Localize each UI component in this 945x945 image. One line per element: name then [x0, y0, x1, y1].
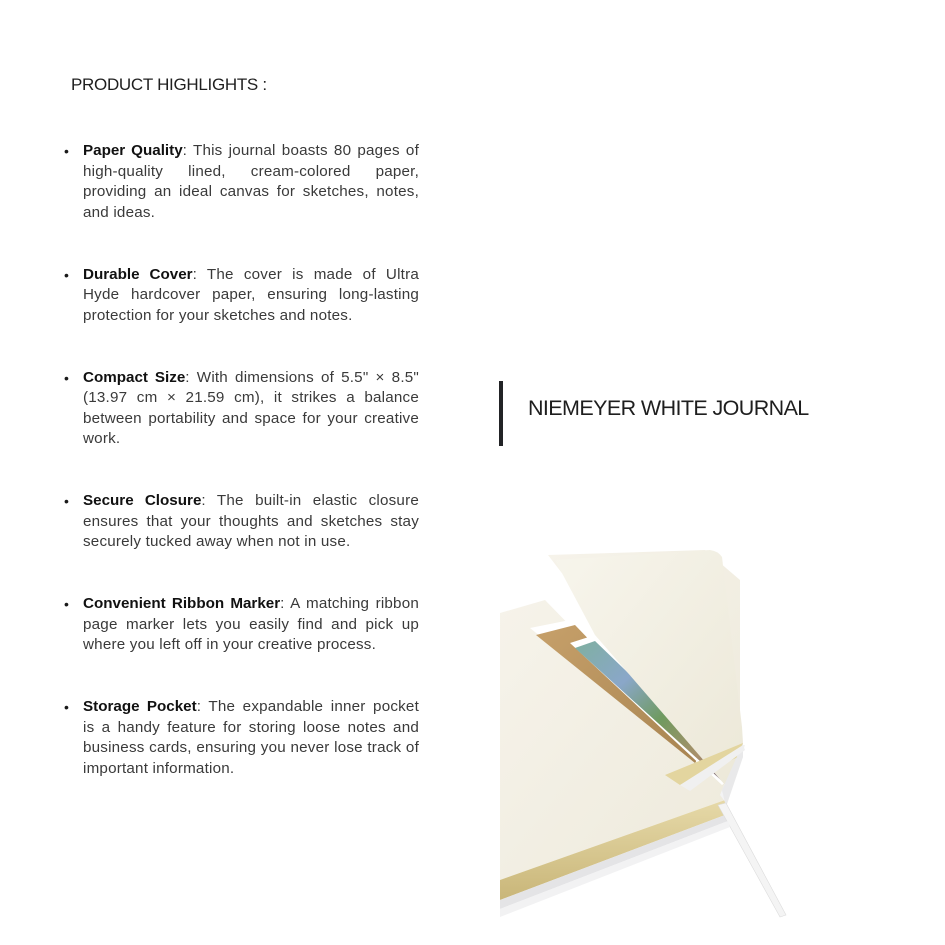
highlight-title: Convenient Ribbon Marker [83, 595, 281, 613]
product-title-block [499, 381, 809, 446]
highlight-text: : This journal boasts 80 pages of high-quality lined, cream-colored paper, providing an ideal canvas for sketches, notes, and ideas. [83, 142, 419, 221]
highlights-list [62, 141, 419, 821]
highlight-text: : The expandable inner pocket is a handy feature for storing loose notes and business cards, ensuring you never lose track of important information. [83, 698, 419, 777]
highlight-title: Paper Quality [83, 142, 183, 159]
section-heading: PRODUCT HIGHLIGHTS : [71, 75, 267, 94]
highlight-title: Secure Closure [83, 492, 202, 510]
product-title: NIEMEYER WHITE JOURNAL [528, 396, 809, 420]
highlight-item [62, 265, 419, 327]
highlight-text: : With dimensions of 5.5" × 8.5" (13.97 cm × 21.59 cm), it strikes a balance between portability and space for your creative work. [83, 368, 419, 448]
highlight-item [62, 594, 419, 656]
bullet-icon: • [64, 143, 70, 159]
highlight-item [62, 141, 419, 223]
highlight-title: Storage Pocket [83, 698, 197, 716]
highlight-item [62, 368, 419, 450]
highlight-text: : The cover is made of Ultra Hyde hardcover paper, ensuring long-lasting protection for your sketches and notes. [83, 265, 419, 324]
open-journal-image [500, 545, 945, 945]
bullet-icon: • [64, 699, 70, 716]
highlight-item [62, 697, 419, 779]
bullet-icon: • [64, 266, 70, 283]
highlight-text: : The built-in elastic closure ensures that your thoughts and sketches stay securely tucked away when not in use. [83, 492, 419, 551]
bullet-icon: • [64, 493, 70, 510]
bullet-icon: • [64, 369, 70, 386]
highlight-title: Durable Cover [83, 265, 193, 283]
highlight-title: Compact Size [83, 368, 186, 386]
highlight-text: : A matching ribbon page marker lets you easily find and pick up where you left off in your creative process. [83, 595, 419, 654]
highlight-item [62, 491, 419, 553]
accent-bar [499, 381, 503, 446]
bullet-icon: • [64, 596, 70, 613]
ribbon-marker [718, 803, 786, 917]
